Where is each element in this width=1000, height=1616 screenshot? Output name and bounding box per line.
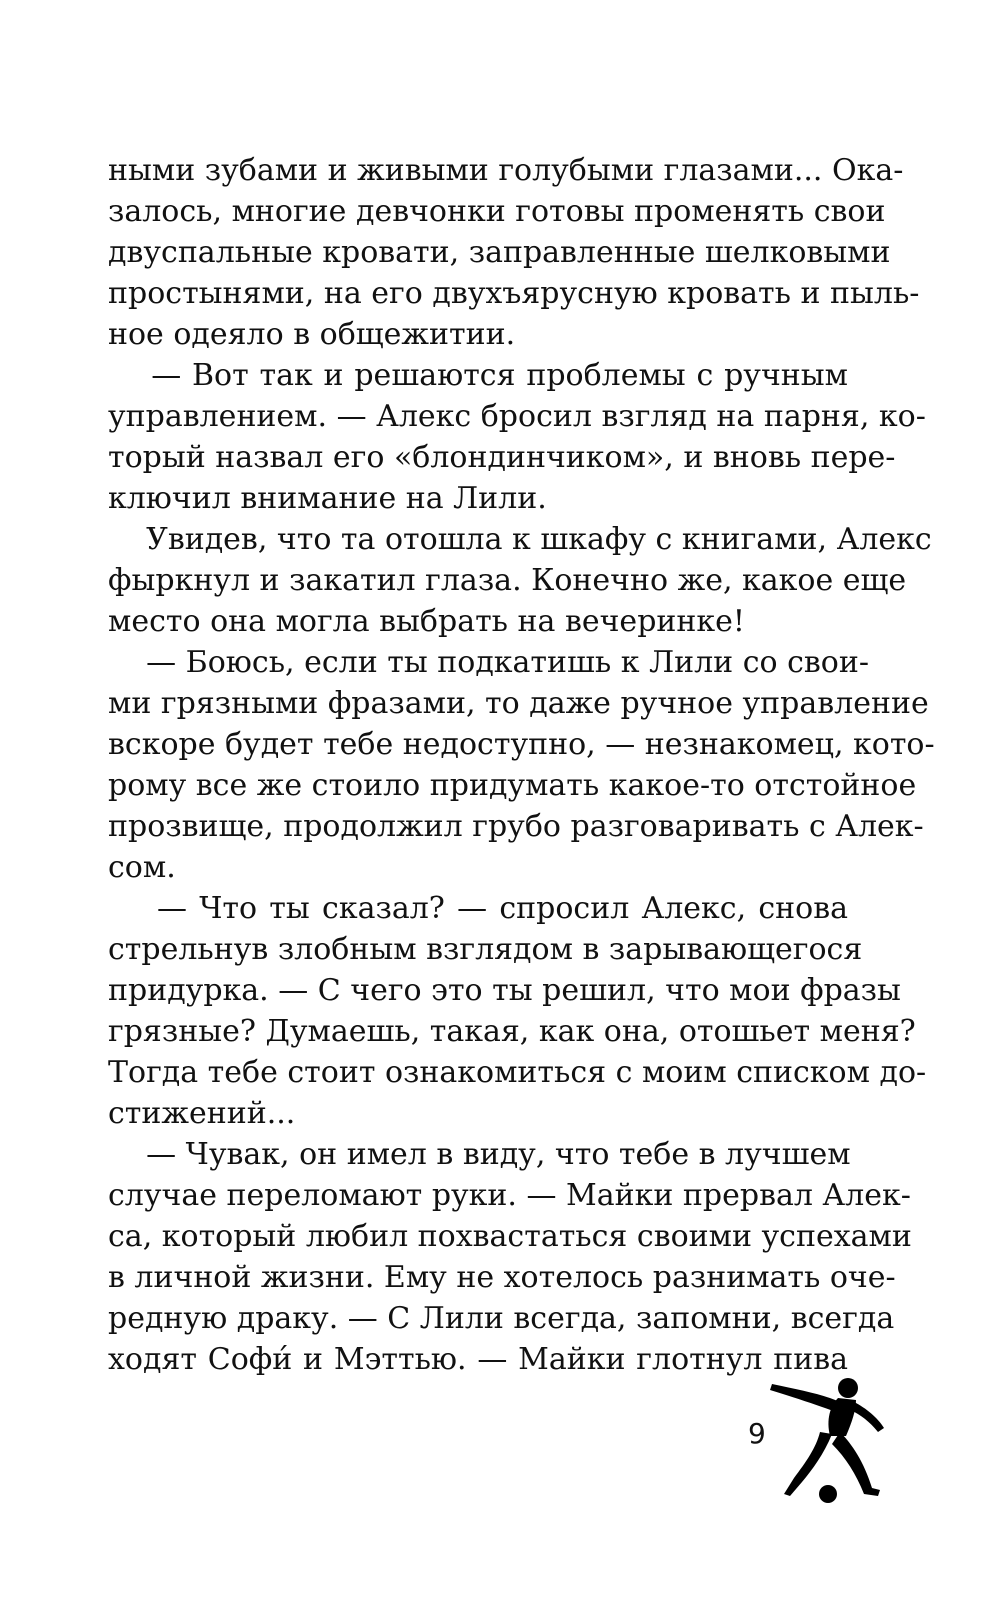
text-line: — Вот так и решаются проблемы с ручным	[108, 358, 848, 393]
text-line: двуспальные кровати, заправленные шелковыми	[108, 235, 891, 270]
text-line: торый назвал его «блондинчиком», и вновь пере-	[108, 440, 896, 475]
text-line: ключил внимание на Лили.	[108, 481, 547, 516]
text-line: управлением. — Алекс бросил взгляд на парня, ко-	[108, 399, 926, 434]
text-line: ными зубами и живыми голубыми глазами... Ока-	[108, 153, 904, 188]
text-line: редную драку. — С Лили всегда, запомни, всегда	[108, 1301, 895, 1336]
text-line: ное одеяло в общежитии.	[108, 317, 516, 352]
page-number: 9	[748, 1417, 766, 1450]
text-line: ми грязными фразами, то даже ручное управление	[108, 686, 929, 721]
text-line: прозвище, продолжил грубо разговаривать с Алек-	[108, 809, 924, 844]
text-line: вскоре будет тебе недоступно, — незнакомец, кото-	[108, 727, 935, 762]
text-line: — Боюсь, если ты подкатишь к Лили со свои-	[108, 645, 869, 680]
text-line: случае переломают руки. — Майки прервал Алек-	[108, 1178, 911, 1213]
text-line: — Чувак, он имел в виду, что тебе в лучшем	[108, 1137, 851, 1172]
body-text	[108, 150, 935, 1380]
text-line: в личной жизни. Ему не хотелось разнимать оче-	[108, 1260, 896, 1295]
text-line: придурка. — С чего это ты решил, что мои фразы	[108, 973, 901, 1008]
text-line: залось, многие девчонки готовы променять свои	[108, 194, 886, 229]
text-line: — Что ты сказал? — спросил Алекс, снова	[108, 891, 848, 926]
text-line: Увидев, что та отошла к шкафу с книгами, Алекс	[108, 522, 932, 557]
text-line: простынями, на его двухъярусную кровать и пыль-	[108, 276, 920, 311]
text-line: фыркнул и закатил глаза. Конечно же, какое еще	[108, 563, 907, 598]
text-line: грязные? Думаешь, такая, как она, отошьет меня?	[108, 1014, 916, 1049]
text-line: стрельнув злобным взглядом в зарывающегося	[108, 932, 863, 967]
text-line: место она могла выбрать на вечеринке!	[108, 604, 745, 639]
footballer-silhouette-icon	[760, 1370, 890, 1512]
text-line: Тогда тебе стоит ознакомиться с моим списком до-	[108, 1055, 927, 1090]
text-line: са, который любил похвастаться своими успехами	[108, 1219, 912, 1254]
text-line: ходят Софи́ и Мэттью. — Майки глотнул пива	[108, 1342, 848, 1377]
text-line: рому все же стоило придумать какое-то отстойное	[108, 768, 917, 803]
text-line: сом.	[108, 850, 176, 885]
text-line: стижений...	[108, 1096, 296, 1131]
